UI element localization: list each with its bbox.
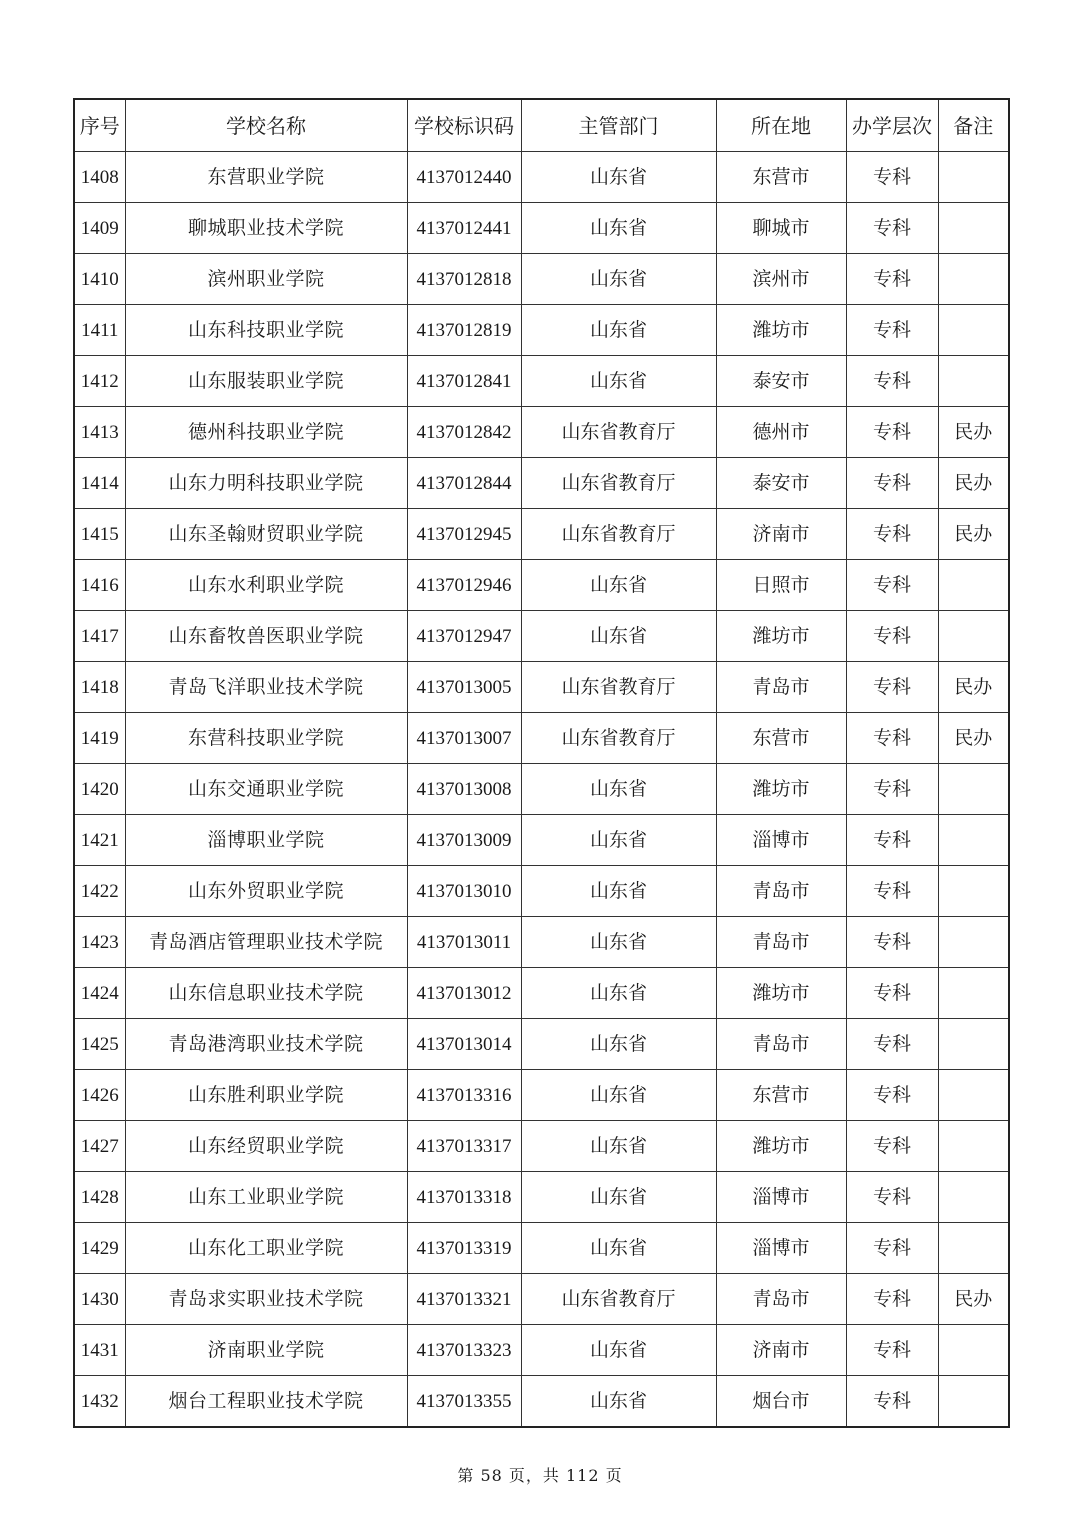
cell-location: 东营市 [716, 713, 846, 764]
table-row [74, 203, 1009, 254]
page-number-footer: 第 58 页，共 112 页 [457, 1466, 623, 1485]
cell-school-code: 4137012818 [407, 254, 521, 305]
cell-school-code: 4137012945 [407, 509, 521, 560]
cell-department: 山东省 [521, 203, 716, 254]
cell-department: 山东省教育厅 [521, 713, 716, 764]
cell-seq: 1411 [74, 305, 125, 356]
cell-location: 德州市 [716, 407, 846, 458]
cell-school-code: 4137012441 [407, 203, 521, 254]
table-row [74, 866, 1009, 917]
cell-school-code: 4137013011 [407, 917, 521, 968]
cell-note [938, 356, 1009, 407]
cell-department: 山东省 [521, 305, 716, 356]
cell-note [938, 1325, 1009, 1376]
cell-location: 青岛市 [716, 662, 846, 713]
cell-seq: 1424 [74, 968, 125, 1019]
cell-school-name: 东营职业学院 [125, 152, 407, 203]
cell-seq: 1418 [74, 662, 125, 713]
table-row [74, 764, 1009, 815]
cell-school-name: 青岛飞洋职业技术学院 [125, 662, 407, 713]
cell-school-name: 山东信息职业技术学院 [125, 968, 407, 1019]
cell-seq: 1408 [74, 152, 125, 203]
cell-note [938, 968, 1009, 1019]
cell-school-code: 4137012844 [407, 458, 521, 509]
cell-department: 山东省 [521, 1223, 716, 1274]
cell-location: 潍坊市 [716, 305, 846, 356]
cell-school-name: 山东水利职业学院 [125, 560, 407, 611]
cell-school-code: 4137013010 [407, 866, 521, 917]
cell-level: 专科 [846, 1019, 938, 1070]
cell-department: 山东省 [521, 1070, 716, 1121]
cell-department: 山东省 [521, 866, 716, 917]
cell-school-code: 4137013007 [407, 713, 521, 764]
cell-level: 专科 [846, 203, 938, 254]
cell-location: 东营市 [716, 152, 846, 203]
cell-school-name: 青岛求实职业技术学院 [125, 1274, 407, 1325]
cell-school-name: 山东科技职业学院 [125, 305, 407, 356]
cell-level: 专科 [846, 1325, 938, 1376]
table-row [74, 1172, 1009, 1223]
cell-department: 山东省 [521, 152, 716, 203]
cell-note [938, 866, 1009, 917]
cell-school-name: 聊城职业技术学院 [125, 203, 407, 254]
cell-department: 山东省教育厅 [521, 458, 716, 509]
cell-level: 专科 [846, 1070, 938, 1121]
header-school-code: 学校标识码 [407, 99, 521, 152]
cell-note [938, 1121, 1009, 1172]
cell-location: 淄博市 [716, 1172, 846, 1223]
cell-note [938, 815, 1009, 866]
cell-school-code: 4137013014 [407, 1019, 521, 1070]
cell-note: 民办 [938, 713, 1009, 764]
cell-seq: 1430 [74, 1274, 125, 1325]
cell-location: 烟台市 [716, 1376, 846, 1428]
cell-department: 山东省 [521, 917, 716, 968]
cell-level: 专科 [846, 1223, 938, 1274]
cell-note [938, 1019, 1009, 1070]
cell-school-name: 德州科技职业学院 [125, 407, 407, 458]
cell-seq: 1422 [74, 866, 125, 917]
cell-seq: 1417 [74, 611, 125, 662]
cell-note: 民办 [938, 458, 1009, 509]
cell-location: 青岛市 [716, 1019, 846, 1070]
cell-seq: 1415 [74, 509, 125, 560]
cell-school-name: 山东力明科技职业学院 [125, 458, 407, 509]
cell-level: 专科 [846, 662, 938, 713]
cell-department: 山东省 [521, 1019, 716, 1070]
cell-note [938, 1376, 1009, 1428]
cell-school-code: 4137012841 [407, 356, 521, 407]
cell-department: 山东省教育厅 [521, 509, 716, 560]
cell-school-code: 4137013355 [407, 1376, 521, 1428]
cell-location: 济南市 [716, 1325, 846, 1376]
table-row [74, 305, 1009, 356]
cell-seq: 1414 [74, 458, 125, 509]
cell-department: 山东省 [521, 1376, 716, 1428]
header-location: 所在地 [716, 99, 846, 152]
cell-level: 专科 [846, 917, 938, 968]
header-row [74, 99, 1009, 152]
cell-seq: 1426 [74, 1070, 125, 1121]
cell-seq: 1410 [74, 254, 125, 305]
cell-school-code: 4137012819 [407, 305, 521, 356]
cell-school-code: 4137012947 [407, 611, 521, 662]
table-row [74, 560, 1009, 611]
cell-seq: 1413 [74, 407, 125, 458]
cell-note [938, 764, 1009, 815]
table-row [74, 509, 1009, 560]
cell-level: 专科 [846, 764, 938, 815]
cell-department: 山东省 [521, 560, 716, 611]
cell-level: 专科 [846, 1376, 938, 1428]
cell-location: 青岛市 [716, 1274, 846, 1325]
cell-school-name: 山东畜牧兽医职业学院 [125, 611, 407, 662]
cell-school-code: 4137013317 [407, 1121, 521, 1172]
cell-school-code: 4137013318 [407, 1172, 521, 1223]
table-row [74, 1223, 1009, 1274]
cell-department: 山东省 [521, 815, 716, 866]
cell-school-code: 4137012440 [407, 152, 521, 203]
cell-note [938, 254, 1009, 305]
cell-department: 山东省 [521, 764, 716, 815]
cell-note [938, 152, 1009, 203]
cell-school-code: 4137013008 [407, 764, 521, 815]
cell-note [938, 560, 1009, 611]
table-row [74, 917, 1009, 968]
table-row [74, 1019, 1009, 1070]
cell-school-name: 山东服装职业学院 [125, 356, 407, 407]
cell-department: 山东省 [521, 968, 716, 1019]
cell-school-code: 4137013012 [407, 968, 521, 1019]
cell-seq: 1427 [74, 1121, 125, 1172]
cell-location: 潍坊市 [716, 968, 846, 1019]
cell-school-name: 山东经贸职业学院 [125, 1121, 407, 1172]
cell-location: 泰安市 [716, 458, 846, 509]
cell-level: 专科 [846, 509, 938, 560]
table-row [74, 458, 1009, 509]
header-level: 办学层次 [846, 99, 938, 152]
cell-seq: 1420 [74, 764, 125, 815]
cell-note [938, 917, 1009, 968]
cell-school-name: 山东外贸职业学院 [125, 866, 407, 917]
cell-location: 潍坊市 [716, 611, 846, 662]
cell-level: 专科 [846, 611, 938, 662]
cell-note: 民办 [938, 662, 1009, 713]
cell-department: 山东省 [521, 356, 716, 407]
table-row [74, 407, 1009, 458]
cell-level: 专科 [846, 305, 938, 356]
table-row [74, 356, 1009, 407]
cell-school-code: 4137012842 [407, 407, 521, 458]
cell-note: 民办 [938, 1274, 1009, 1325]
cell-level: 专科 [846, 356, 938, 407]
cell-location: 潍坊市 [716, 764, 846, 815]
cell-level: 专科 [846, 560, 938, 611]
cell-department: 山东省 [521, 1172, 716, 1223]
table-row [74, 662, 1009, 713]
cell-location: 青岛市 [716, 866, 846, 917]
schools-table [73, 98, 1010, 1428]
header-department: 主管部门 [521, 99, 716, 152]
cell-school-name: 山东工业职业学院 [125, 1172, 407, 1223]
cell-seq: 1412 [74, 356, 125, 407]
cell-note [938, 1070, 1009, 1121]
cell-note [938, 305, 1009, 356]
cell-location: 泰安市 [716, 356, 846, 407]
cell-school-name: 山东胜利职业学院 [125, 1070, 407, 1121]
cell-note [938, 203, 1009, 254]
cell-level: 专科 [846, 407, 938, 458]
cell-school-code: 4137012946 [407, 560, 521, 611]
cell-level: 专科 [846, 713, 938, 764]
table-row [74, 1070, 1009, 1121]
cell-seq: 1419 [74, 713, 125, 764]
cell-location: 济南市 [716, 509, 846, 560]
cell-level: 专科 [846, 152, 938, 203]
cell-department: 山东省教育厅 [521, 1274, 716, 1325]
cell-location: 东营市 [716, 1070, 846, 1121]
cell-level: 专科 [846, 1274, 938, 1325]
header-school-name: 学校名称 [125, 99, 407, 152]
cell-school-name: 济南职业学院 [125, 1325, 407, 1376]
cell-location: 日照市 [716, 560, 846, 611]
cell-department: 山东省教育厅 [521, 407, 716, 458]
cell-seq: 1409 [74, 203, 125, 254]
table-row [74, 1274, 1009, 1325]
cell-seq: 1421 [74, 815, 125, 866]
cell-school-code: 4137013323 [407, 1325, 521, 1376]
cell-school-code: 4137013316 [407, 1070, 521, 1121]
cell-seq: 1431 [74, 1325, 125, 1376]
cell-seq: 1428 [74, 1172, 125, 1223]
cell-school-name: 东营科技职业学院 [125, 713, 407, 764]
cell-level: 专科 [846, 1121, 938, 1172]
cell-school-code: 4137013321 [407, 1274, 521, 1325]
cell-school-name: 烟台工程职业技术学院 [125, 1376, 407, 1428]
table-row [74, 1376, 1009, 1428]
cell-seq: 1429 [74, 1223, 125, 1274]
cell-location: 淄博市 [716, 1223, 846, 1274]
cell-seq: 1432 [74, 1376, 125, 1428]
table-row [74, 1121, 1009, 1172]
cell-level: 专科 [846, 1172, 938, 1223]
cell-level: 专科 [846, 458, 938, 509]
cell-note [938, 1172, 1009, 1223]
cell-note: 民办 [938, 407, 1009, 458]
cell-level: 专科 [846, 866, 938, 917]
cell-location: 聊城市 [716, 203, 846, 254]
cell-seq: 1416 [74, 560, 125, 611]
table-row [74, 254, 1009, 305]
cell-department: 山东省 [521, 611, 716, 662]
table-row [74, 815, 1009, 866]
cell-level: 专科 [846, 254, 938, 305]
cell-school-name: 青岛港湾职业技术学院 [125, 1019, 407, 1070]
header-seq: 序号 [74, 99, 125, 152]
cell-location: 青岛市 [716, 917, 846, 968]
cell-location: 滨州市 [716, 254, 846, 305]
cell-note [938, 1223, 1009, 1274]
cell-department: 山东省教育厅 [521, 662, 716, 713]
cell-seq: 1425 [74, 1019, 125, 1070]
cell-school-name: 山东化工职业学院 [125, 1223, 407, 1274]
table-row [74, 611, 1009, 662]
cell-department: 山东省 [521, 1325, 716, 1376]
table-row [74, 968, 1009, 1019]
table-row [74, 713, 1009, 764]
cell-school-name: 滨州职业学院 [125, 254, 407, 305]
cell-school-name: 山东圣翰财贸职业学院 [125, 509, 407, 560]
table-row [74, 152, 1009, 203]
cell-location: 淄博市 [716, 815, 846, 866]
cell-school-code: 4137013009 [407, 815, 521, 866]
table-row [74, 1325, 1009, 1376]
cell-level: 专科 [846, 815, 938, 866]
cell-school-name: 山东交通职业学院 [125, 764, 407, 815]
cell-department: 山东省 [521, 1121, 716, 1172]
cell-school-code: 4137013319 [407, 1223, 521, 1274]
cell-school-name: 淄博职业学院 [125, 815, 407, 866]
header-note: 备注 [938, 99, 1009, 152]
cell-department: 山东省 [521, 254, 716, 305]
cell-note: 民办 [938, 509, 1009, 560]
table-header [74, 99, 1009, 152]
cell-school-code: 4137013005 [407, 662, 521, 713]
cell-school-name: 青岛酒店管理职业技术学院 [125, 917, 407, 968]
cell-note [938, 611, 1009, 662]
cell-seq: 1423 [74, 917, 125, 968]
cell-location: 潍坊市 [716, 1121, 846, 1172]
table-body [74, 152, 1009, 1428]
cell-level: 专科 [846, 968, 938, 1019]
